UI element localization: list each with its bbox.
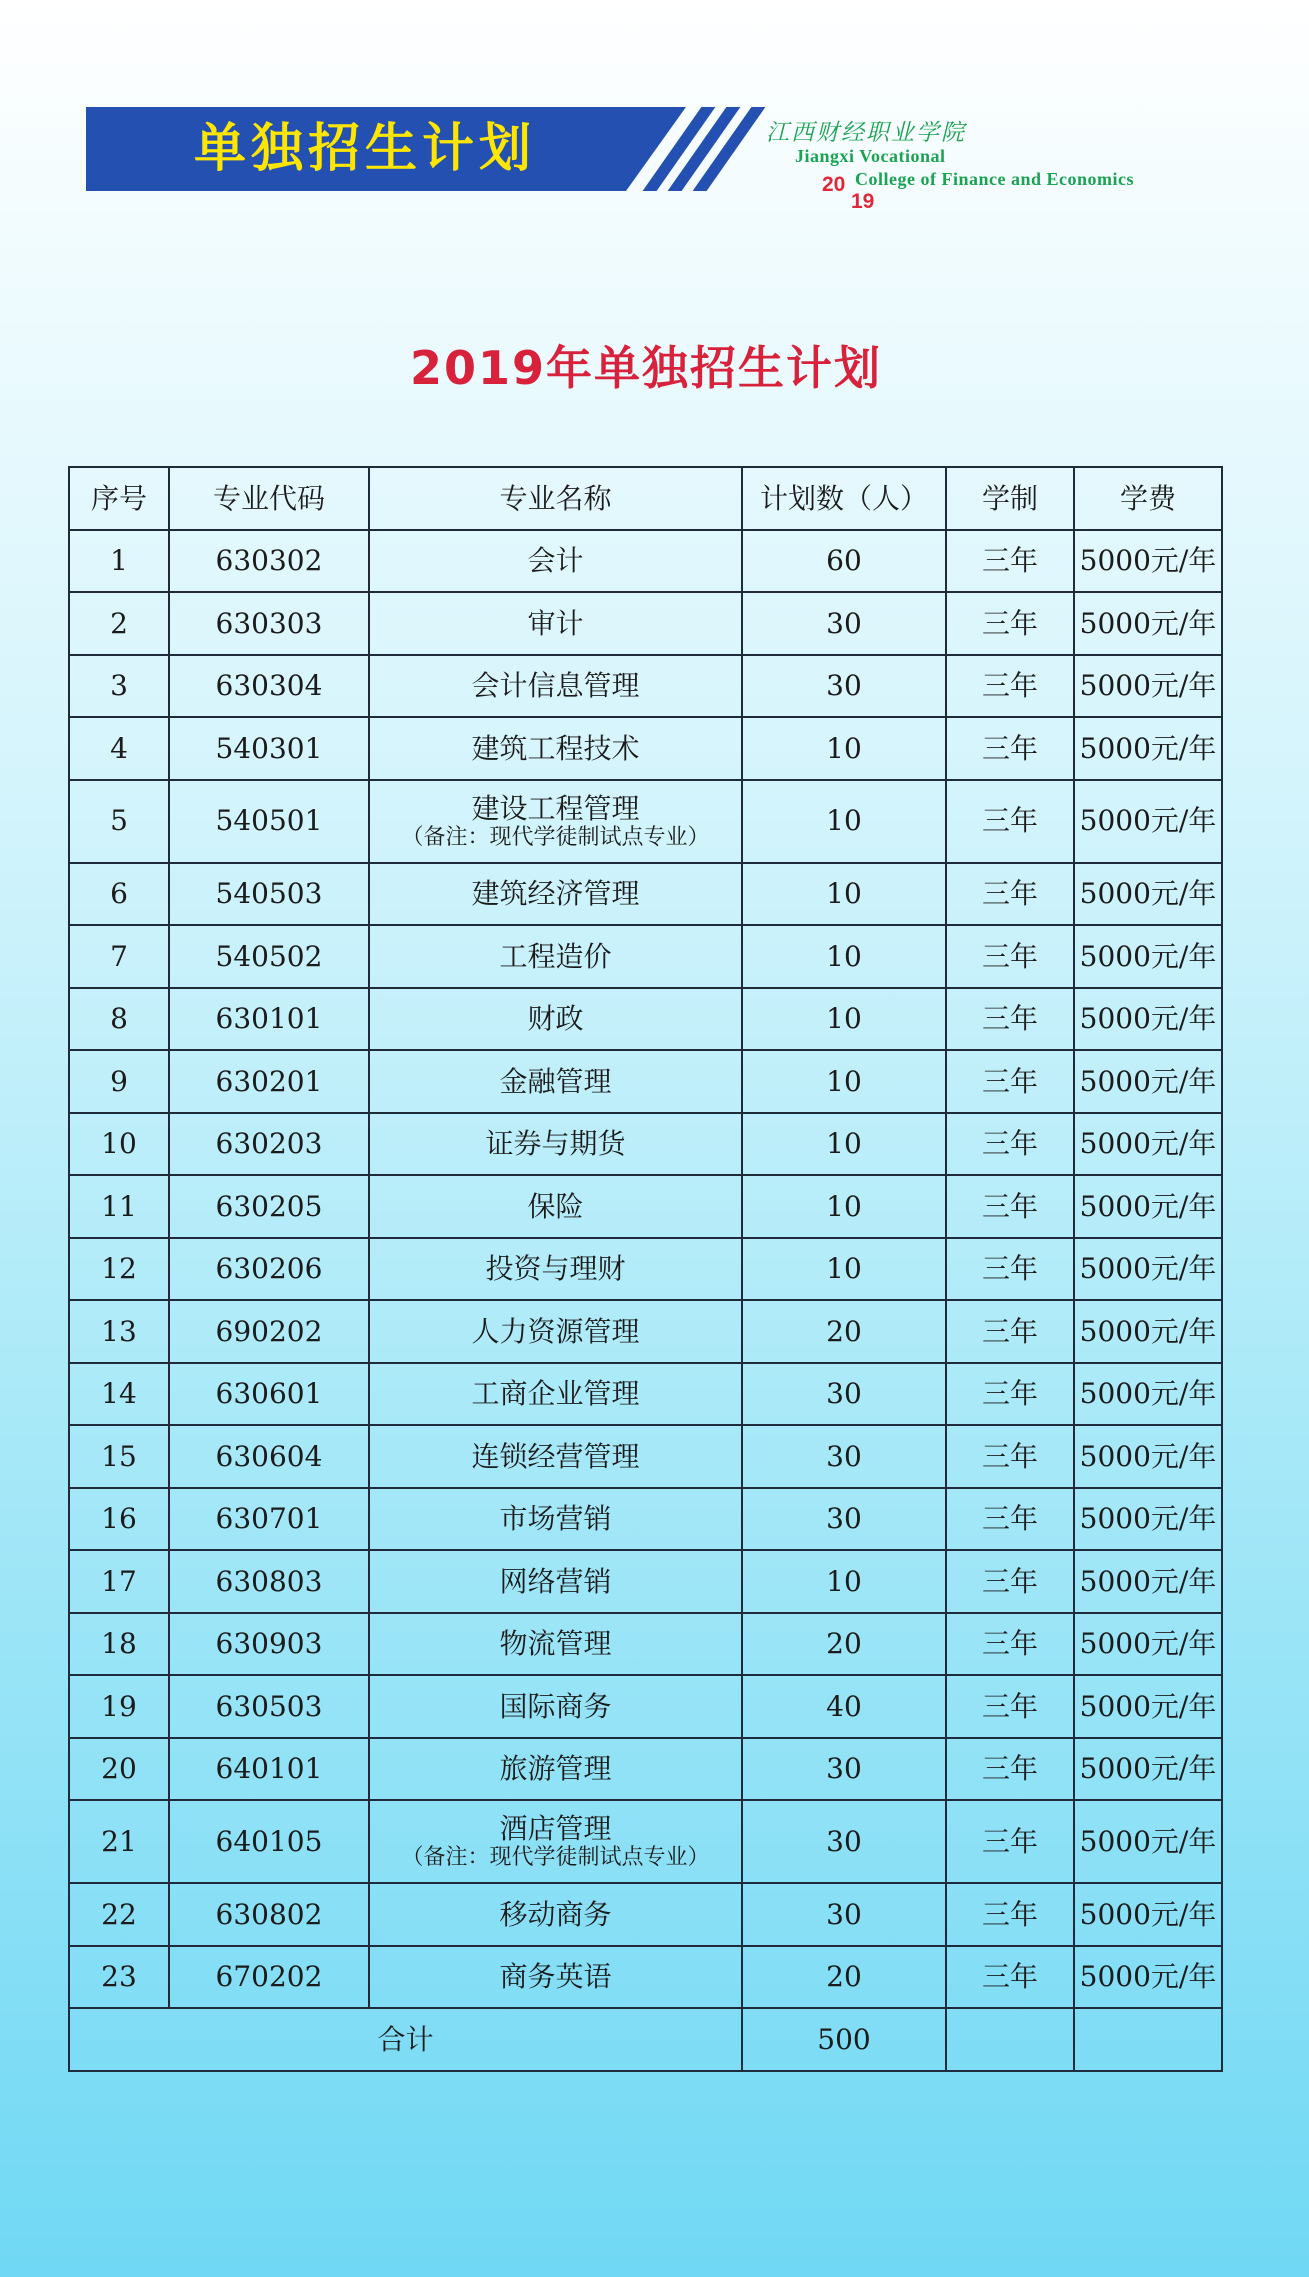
major-name: 酒店管理 <box>499 1812 612 1845</box>
study-duration: 三年 <box>946 1800 1074 1883</box>
row-index: 12 <box>69 1238 169 1301</box>
major-code: 630604 <box>169 1425 369 1488</box>
header-index: 序号 <box>69 467 169 530</box>
major-code: 670202 <box>169 1946 369 2009</box>
major-name-cell <box>369 1550 742 1613</box>
total-label: 合计 <box>69 2008 742 2071</box>
table-row <box>69 1175 1222 1238</box>
table-row <box>69 592 1222 655</box>
study-duration: 三年 <box>946 1613 1074 1676</box>
major-name: 保险 <box>527 1189 584 1223</box>
tuition-fee: 5000元/年 <box>1074 1675 1222 1738</box>
logo-english-line2: College of Finance and Economics <box>855 169 1134 189</box>
row-index: 18 <box>69 1613 169 1676</box>
major-name-cell <box>369 1800 742 1883</box>
tuition-fee: 5000元/年 <box>1074 717 1222 780</box>
major-name-cell <box>369 1675 742 1738</box>
plan-quota: 10 <box>742 717 946 780</box>
major-code: 630304 <box>169 655 369 718</box>
major-name-cell <box>369 1175 742 1238</box>
major-code: 630203 <box>169 1113 369 1176</box>
plan-quota: 10 <box>742 863 946 926</box>
major-name: 财政 <box>527 1002 584 1036</box>
row-index: 13 <box>69 1300 169 1363</box>
tuition-fee: 5000元/年 <box>1074 1613 1222 1676</box>
plan-quota: 10 <box>742 1050 946 1113</box>
study-duration: 三年 <box>946 1946 1074 2009</box>
row-index: 8 <box>69 988 169 1051</box>
major-name: 工商企业管理 <box>471 1377 640 1411</box>
logo-english-line1: Jiangxi Vocational <box>795 146 946 166</box>
row-index: 7 <box>69 925 169 988</box>
major-name: 市场营销 <box>499 1502 612 1536</box>
row-index: 15 <box>69 1425 169 1488</box>
header-duration: 学制 <box>946 467 1074 530</box>
row-index: 23 <box>69 1946 169 2009</box>
study-duration: 三年 <box>946 1488 1074 1551</box>
row-index: 2 <box>69 592 169 655</box>
row-index: 4 <box>69 717 169 780</box>
major-name-cell <box>369 1363 742 1426</box>
tuition-fee: 5000元/年 <box>1074 1363 1222 1426</box>
table-row <box>69 780 1222 863</box>
major-name: 网络营销 <box>499 1564 612 1598</box>
table-row <box>69 988 1222 1051</box>
tuition-fee: 5000元/年 <box>1074 1113 1222 1176</box>
major-name-cell <box>369 1425 742 1488</box>
enrollment-plan-table <box>68 466 1223 2072</box>
major-name-cell <box>369 925 742 988</box>
major-name-cell <box>369 1613 742 1676</box>
banner-title: 单独招生计划 <box>194 119 537 179</box>
table-row <box>69 1488 1222 1551</box>
major-name-cell <box>369 1300 742 1363</box>
tuition-fee: 5000元/年 <box>1074 1738 1222 1801</box>
major-name: 移动商务 <box>499 1897 612 1931</box>
tuition-fee: 5000元/年 <box>1074 1883 1222 1946</box>
row-index: 17 <box>69 1550 169 1613</box>
major-name: 工程造价 <box>499 939 612 973</box>
table-row <box>69 1800 1222 1883</box>
table-row <box>69 1738 1222 1801</box>
plan-quota: 30 <box>742 592 946 655</box>
major-name: 审计 <box>527 606 584 640</box>
plan-quota: 30 <box>742 1800 946 1883</box>
major-code: 540503 <box>169 863 369 926</box>
plan-quota: 30 <box>742 1488 946 1551</box>
header-code: 专业代码 <box>169 467 369 530</box>
major-code: 540301 <box>169 717 369 780</box>
study-duration: 三年 <box>946 988 1074 1051</box>
major-code: 540501 <box>169 780 369 863</box>
plan-quota: 20 <box>742 1946 946 2009</box>
row-index: 11 <box>69 1175 169 1238</box>
table-row <box>69 1946 1222 2009</box>
study-duration: 三年 <box>946 1738 1074 1801</box>
major-code: 690202 <box>169 1300 369 1363</box>
major-name: 会计 <box>527 544 584 578</box>
major-name-cell <box>369 592 742 655</box>
major-code: 630601 <box>169 1363 369 1426</box>
plan-quota: 60 <box>742 530 946 593</box>
row-index: 22 <box>69 1883 169 1946</box>
major-name: 人力资源管理 <box>471 1314 640 1348</box>
row-index: 14 <box>69 1363 169 1426</box>
major-code: 630303 <box>169 592 369 655</box>
study-duration: 三年 <box>946 1675 1074 1738</box>
tuition-fee: 5000元/年 <box>1074 1800 1222 1883</box>
study-duration: 三年 <box>946 1883 1074 1946</box>
table-row <box>69 530 1222 593</box>
major-code: 640101 <box>169 1738 369 1801</box>
total-empty-cell <box>1074 2008 1222 2071</box>
tuition-fee: 5000元/年 <box>1074 1488 1222 1551</box>
major-name-cell <box>369 1050 742 1113</box>
row-index: 3 <box>69 655 169 718</box>
table-row <box>69 717 1222 780</box>
row-index: 20 <box>69 1738 169 1801</box>
tuition-fee: 5000元/年 <box>1074 1175 1222 1238</box>
major-name-cell <box>369 655 742 718</box>
plan-quota: 20 <box>742 1300 946 1363</box>
plan-quota: 40 <box>742 1675 946 1738</box>
study-duration: 三年 <box>946 1300 1074 1363</box>
table-row <box>69 1238 1222 1301</box>
study-duration: 三年 <box>946 1050 1074 1113</box>
major-name-cell <box>369 988 742 1051</box>
major-name-cell <box>369 863 742 926</box>
logo-year-part1: 20 <box>822 173 846 196</box>
major-name-cell <box>369 1738 742 1801</box>
table-body <box>69 530 1222 2009</box>
row-index: 5 <box>69 780 169 863</box>
logo-chinese-name: 江西财经职业学院 <box>766 120 966 146</box>
study-duration: 三年 <box>946 1175 1074 1238</box>
row-index: 10 <box>69 1113 169 1176</box>
row-index: 21 <box>69 1800 169 1883</box>
major-code: 630802 <box>169 1883 369 1946</box>
table-row <box>69 1113 1222 1176</box>
tuition-fee: 5000元/年 <box>1074 1550 1222 1613</box>
study-duration: 三年 <box>946 530 1074 593</box>
tuition-fee: 5000元/年 <box>1074 1946 1222 2009</box>
major-name: 会计信息管理 <box>471 669 640 703</box>
major-name-cell <box>369 1113 742 1176</box>
major-name-cell <box>369 1883 742 1946</box>
page-title: 2019年单独招生计划 <box>409 341 883 395</box>
table-row <box>69 1613 1222 1676</box>
major-code: 630205 <box>169 1175 369 1238</box>
major-name-cell <box>369 717 742 780</box>
row-index: 9 <box>69 1050 169 1113</box>
row-index: 19 <box>69 1675 169 1738</box>
major-code: 630302 <box>169 530 369 593</box>
table-row <box>69 655 1222 718</box>
logo-year-part2: 19 <box>851 190 875 213</box>
plan-quota: 30 <box>742 1363 946 1426</box>
study-duration: 三年 <box>946 592 1074 655</box>
major-name: 连锁经营管理 <box>471 1439 640 1473</box>
major-code: 540502 <box>169 925 369 988</box>
total-quota: 500 <box>742 2008 946 2071</box>
tuition-fee: 5000元/年 <box>1074 780 1222 863</box>
table-row <box>69 1300 1222 1363</box>
table-row <box>69 1050 1222 1113</box>
tuition-fee: 5000元/年 <box>1074 925 1222 988</box>
table-row <box>69 1675 1222 1738</box>
table-row <box>69 1550 1222 1613</box>
table-row <box>69 1363 1222 1426</box>
tuition-fee: 5000元/年 <box>1074 1050 1222 1113</box>
major-name: 证券与期货 <box>485 1127 626 1161</box>
tuition-fee: 5000元/年 <box>1074 592 1222 655</box>
table-header-row <box>69 467 1222 530</box>
study-duration: 三年 <box>946 717 1074 780</box>
plan-quota: 10 <box>742 1175 946 1238</box>
plan-quota: 10 <box>742 780 946 863</box>
tuition-fee: 5000元/年 <box>1074 863 1222 926</box>
major-name: 建设工程管理 <box>471 791 640 825</box>
study-duration: 三年 <box>946 1113 1074 1176</box>
header-major-name: 专业名称 <box>369 467 742 530</box>
major-name-cell <box>369 780 742 863</box>
total-row <box>69 2008 1222 2071</box>
study-duration: 三年 <box>946 655 1074 718</box>
tuition-fee: 5000元/年 <box>1074 1238 1222 1301</box>
major-name: 物流管理 <box>499 1627 612 1661</box>
major-name: 商务英语 <box>499 1960 612 1994</box>
major-name: 建筑经济管理 <box>471 877 640 911</box>
major-name: 旅游管理 <box>499 1752 612 1786</box>
row-index: 16 <box>69 1488 169 1551</box>
major-code: 630503 <box>169 1675 369 1738</box>
row-index: 6 <box>69 863 169 926</box>
major-name-cell <box>369 1238 742 1301</box>
table-row <box>69 1425 1222 1488</box>
table-row <box>69 1883 1222 1946</box>
major-code: 640105 <box>169 1800 369 1883</box>
study-duration: 三年 <box>946 1425 1074 1488</box>
plan-quota: 20 <box>742 1613 946 1676</box>
major-name-cell <box>369 1488 742 1551</box>
row-index: 1 <box>69 530 169 593</box>
plan-quota: 30 <box>742 1425 946 1488</box>
total-empty-cell <box>946 2008 1074 2071</box>
plan-quota: 30 <box>742 1738 946 1801</box>
major-name-cell <box>369 530 742 593</box>
major-code: 630201 <box>169 1050 369 1113</box>
tuition-fee: 5000元/年 <box>1074 988 1222 1051</box>
tuition-fee: 5000元/年 <box>1074 1300 1222 1363</box>
table-row <box>69 925 1222 988</box>
major-code: 630803 <box>169 1550 369 1613</box>
plan-quota: 10 <box>742 925 946 988</box>
major-code: 630701 <box>169 1488 369 1551</box>
header-quota: 计划数（人） <box>742 467 946 530</box>
plan-quota: 10 <box>742 988 946 1051</box>
plan-quota: 30 <box>742 1883 946 1946</box>
major-name: 金融管理 <box>499 1064 612 1098</box>
major-note: （备注：现代学徒制试点专业） <box>401 824 710 850</box>
study-duration: 三年 <box>946 863 1074 926</box>
major-note: （备注：现代学徒制试点专业） <box>401 1845 710 1871</box>
plan-quota: 30 <box>742 655 946 718</box>
table-row <box>69 863 1222 926</box>
major-name: 建筑工程技术 <box>471 731 640 765</box>
major-code: 630903 <box>169 1613 369 1676</box>
major-name-cell <box>369 1946 742 2009</box>
major-code: 630101 <box>169 988 369 1051</box>
major-code: 630206 <box>169 1238 369 1301</box>
major-name: 投资与理财 <box>485 1252 626 1286</box>
tuition-fee: 5000元/年 <box>1074 530 1222 593</box>
plan-quota: 10 <box>742 1113 946 1176</box>
header-fee: 学费 <box>1074 467 1222 530</box>
plan-quota: 10 <box>742 1550 946 1613</box>
study-duration: 三年 <box>946 925 1074 988</box>
study-duration: 三年 <box>946 1363 1074 1426</box>
study-duration: 三年 <box>946 1550 1074 1613</box>
major-name: 国际商务 <box>499 1689 612 1723</box>
study-duration: 三年 <box>946 1238 1074 1301</box>
plan-quota: 10 <box>742 1238 946 1301</box>
tuition-fee: 5000元/年 <box>1074 1425 1222 1488</box>
study-duration: 三年 <box>946 780 1074 863</box>
tuition-fee: 5000元/年 <box>1074 655 1222 718</box>
